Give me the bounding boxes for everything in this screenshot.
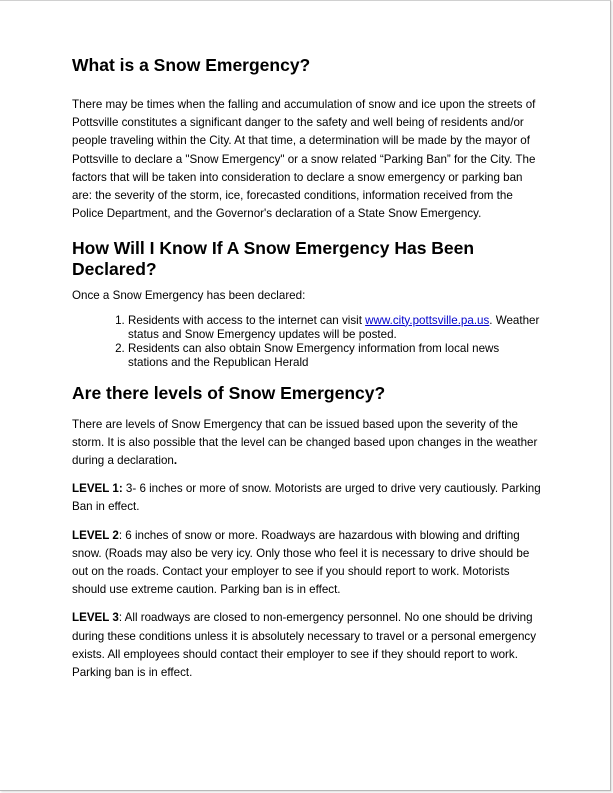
paragraph-snow-emergency-definition: There may be times when the falling and accumulation of snow and ice upon the streets of Pottsville constitutes a significant danger to the safety and well being of residents and/or people traveling within the City. At that time, a determination will be made by the mayor of Pottsville to declare a "Snow Emergency" or a snow related “Parking Ban” for the City. The factors that will be taken into consideration to declare a snow emergency or parking ban are: the severity of the storm, ice, forecasted conditions, information received from the Police Department, and the Governor's declaration of a State Snow Emergency. xyxy=(72,98,536,221)
paragraph-level-2 xyxy=(72,527,542,600)
list-item: 2. Residents can also obtain Snow Emergency information from local news stations and the Republican Herald xyxy=(128,342,542,370)
document-content xyxy=(72,55,542,682)
paragraph-once-declared: Once a Snow Emergency has been declared: xyxy=(72,289,306,303)
city-website-link[interactable]: www.city.pottsville.pa.us xyxy=(365,313,490,327)
level-2-text: : 6 inches of snow or more. Roadways are hazardous with blowing and drifting snow. (Roads may also be very icy. Only those who feel it is necessary to drive should be out on the roads. Contact your employer to see if you should report to work. Motorists should use extreme caution. Parking ban is in effect. xyxy=(72,528,530,597)
level-2-label: LEVEL 2 xyxy=(72,528,119,542)
paragraph-levels-intro xyxy=(72,416,542,471)
heading-what-is-snow-emergency: What is a Snow Emergency? xyxy=(72,55,311,75)
levels-intro-text: There are levels of Snow Emergency that can be issued based upon the severity of the storm. It is also possible that the level can be changed based upon changes in the weather during a declaration xyxy=(72,417,538,468)
level-1-text: 3- 6 inches or more of snow. Motorists are urged to drive very cautiously. Parking Ban in effect. xyxy=(72,482,541,514)
level-1-label: LEVEL 1: xyxy=(72,482,123,496)
list-item-text: Residents with access to the internet can visit xyxy=(128,313,366,327)
paragraph-level-1 xyxy=(72,480,542,516)
paragraph-level-3 xyxy=(72,609,542,682)
list-item-text: . Weather status and Snow Emergency updates will be posted. xyxy=(128,313,540,341)
levels-intro-period: . xyxy=(173,454,178,468)
level-3-text: : All roadways are closed to non-emergency personnel. No one should be driving during these conditions unless it is absolutely necessary to travel or a personal emergency exists. All employees should contact their employer to see if they should report to work. Parking ban is in effect. xyxy=(72,611,536,680)
heading-levels: Are there levels of Snow Emergency? xyxy=(72,382,386,403)
level-3-label: LEVEL 3 xyxy=(72,611,119,625)
list-item xyxy=(128,314,542,342)
notification-list xyxy=(72,314,542,370)
heading-how-will-i-know: How Will I Know If A Snow Emergency Has Been Declared? xyxy=(72,238,475,280)
